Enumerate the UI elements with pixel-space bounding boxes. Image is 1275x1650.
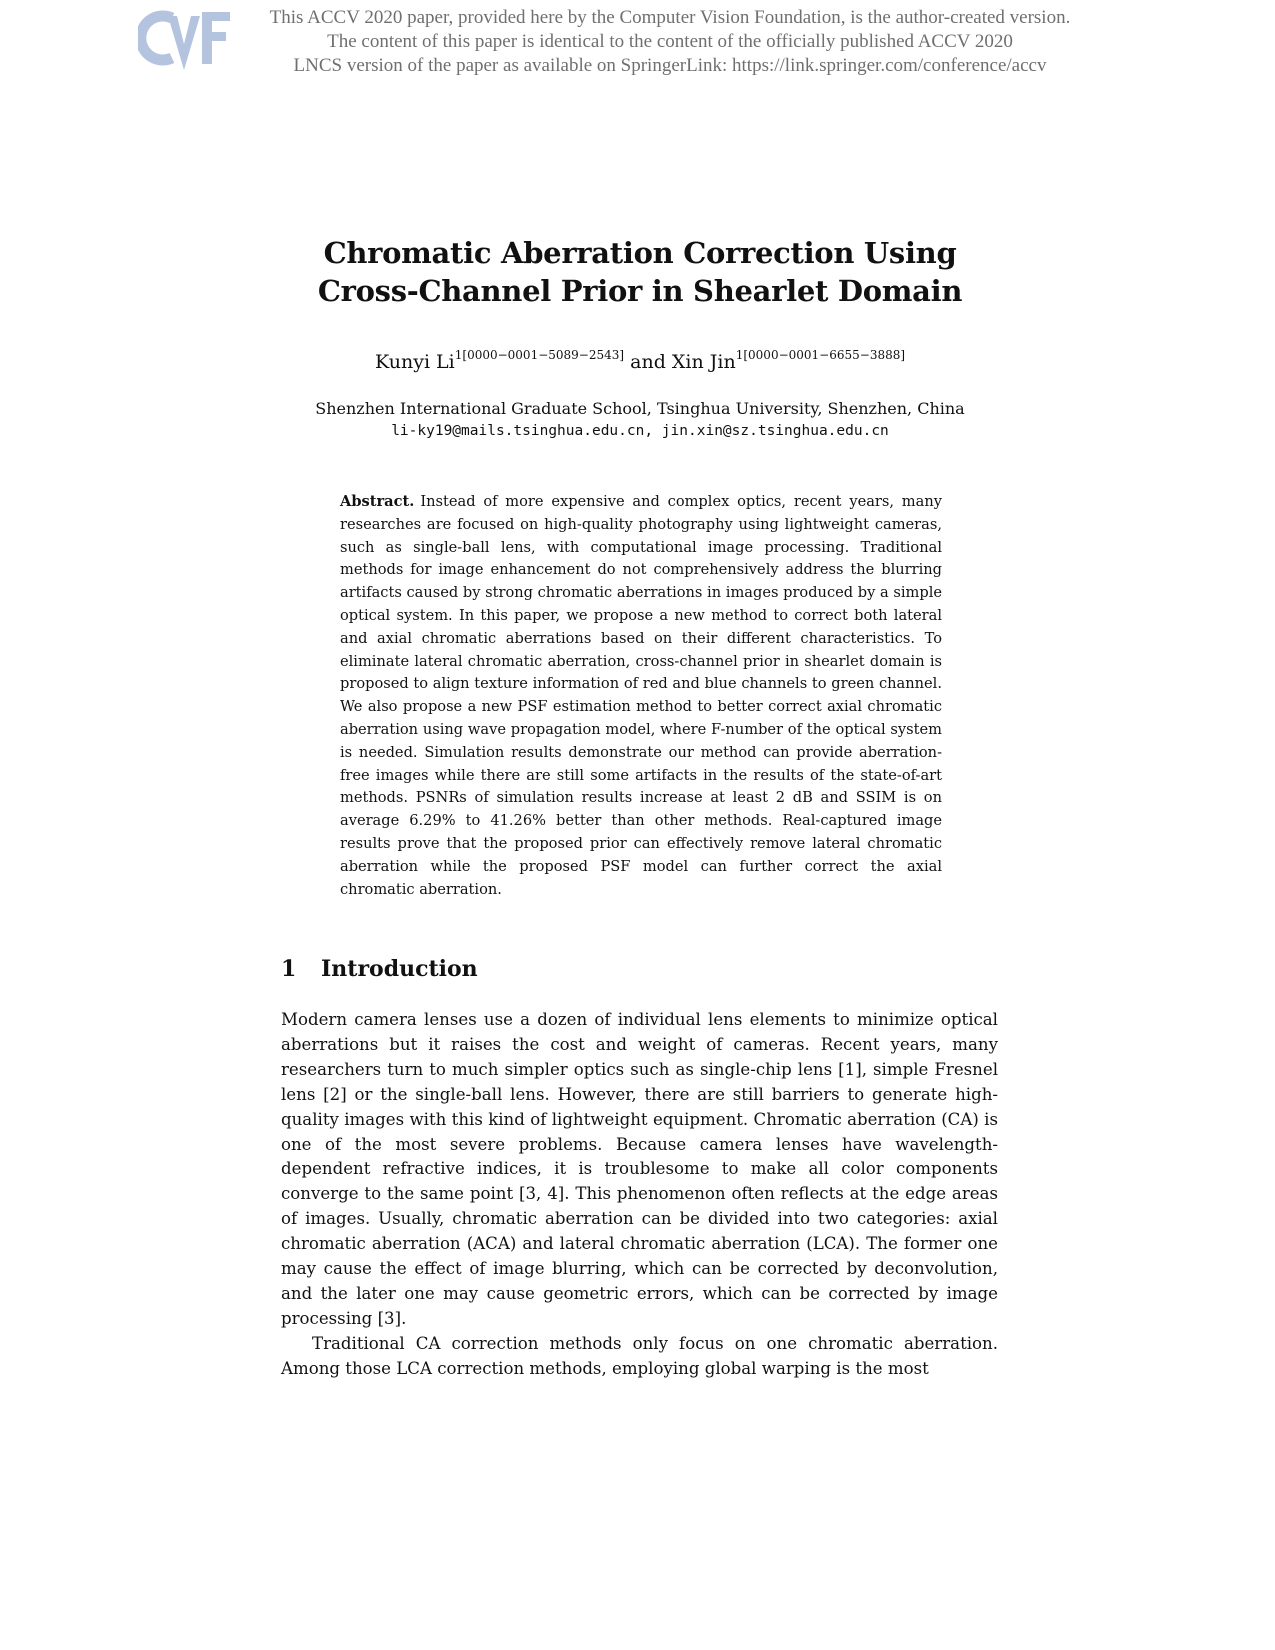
cvf-logo-c <box>141 16 172 60</box>
body-paragraph: Traditional CA correction methods only focus on one chromatic aberration. Among those LCA correction methods, employing global warping is the most <box>281 1333 998 1378</box>
section-body <box>281 1008 998 1382</box>
body-paragraph: Modern camera lenses use a dozen of individual lens elements to minimize optical aberrations but it raises the cost and weight of cameras. Recent years, many researchers turn to much simpler optics such as single-chip lens [1], simple Fresnel lens [2] or the single-ball lens. However, there are still barriers to generate high-quality images with this kind of lightweight equipment. Chromatic aberration (CA) is one of the most severe problems. Because camera lenses have wavelength-dependent refractive indices, it is troublesome to make all color components converge to the same point [3, 4]. This phenomenon often reflects at the edge areas of images. Usually, chromatic aberration can be divided into two categories: axial chromatic aberration (ACA) and lateral chromatic aberration (LCA). The former one may cause the effect of image blurring, which can be corrected by deconvolution, and the later one may cause geometric errors, which can be corrected by image processing [3]. <box>281 1010 998 1328</box>
title-line: Cross-Channel Prior in Shearlet Domain <box>317 274 963 308</box>
affiliation: Shenzhen International Graduate School, Tsinghua University, Shenzhen, China <box>315 399 965 418</box>
section-title: Introduction <box>321 956 478 982</box>
section-heading <box>281 956 478 982</box>
cvf-logo-f <box>202 12 230 64</box>
abstract <box>340 491 942 901</box>
section-number: 1 <box>281 956 297 982</box>
cvf-notice <box>240 6 1100 78</box>
notice-line: This ACCV 2020 paper, provided here by the Computer Vision Foundation, is the author-created version. <box>269 7 1071 28</box>
author-list <box>240 348 1040 373</box>
author-emails: li-ky19@mails.tsinghua.edu.cn, jin.xin@sz.tsinghua.edu.cn <box>391 423 889 439</box>
notice-line: The content of this paper is identical to the content of the officially published ACCV 2020 <box>327 31 1013 52</box>
notice-line: LNCS version of the paper as available on SpringerLink: https://link.springer.com/conference/accv <box>293 55 1047 76</box>
paper-title <box>240 234 1040 310</box>
author-name: Kunyi Li <box>374 351 455 373</box>
title-line: Chromatic Aberration Correction Using <box>323 236 957 270</box>
author-orcid: 1[0000−0001−5089−2543] <box>454 348 625 362</box>
abstract-text: Instead of more expensive and complex optics, recent years, many researches are focused on high-quality photography using lightweight cameras, such as single-ball lens, with computational image processing. Traditional methods for image enhancement do not comprehensively address the blurring artifacts caused by strong chromatic aberrations in images produced by a simple optical system. In this paper, we propose a new method to correct both lateral and axial chromatic aberrations based on their different characteristics. To eliminate lateral chromatic aberration, cross-channel prior in shearlet domain is proposed to align texture information of red and blue channels to green channel. We also propose a new PSF estimation method to better correct axial chromatic aberration using wave propagation model, where F-number of the optical system is needed. Simulation results demonstrate our method can provide aberration-free images while there are still some artifacts in the results of the state-of-art methods. PSNRs of simulation results increase at least 2 dB and SSIM is on average 6.29% to 41.26% better than other methods. Real-captured image results prove that the proposed prior can effectively remove lateral chromatic aberration while the proposed PSF model can further correct the axial chromatic aberration. <box>340 493 942 898</box>
author-separator: and <box>630 351 666 373</box>
author-orcid: 1[0000−0001−6655−3888] <box>735 348 906 362</box>
author-name: Xin Jin <box>671 351 736 373</box>
abstract-label: Abstract. <box>340 493 415 510</box>
cvf-logo <box>138 8 234 72</box>
